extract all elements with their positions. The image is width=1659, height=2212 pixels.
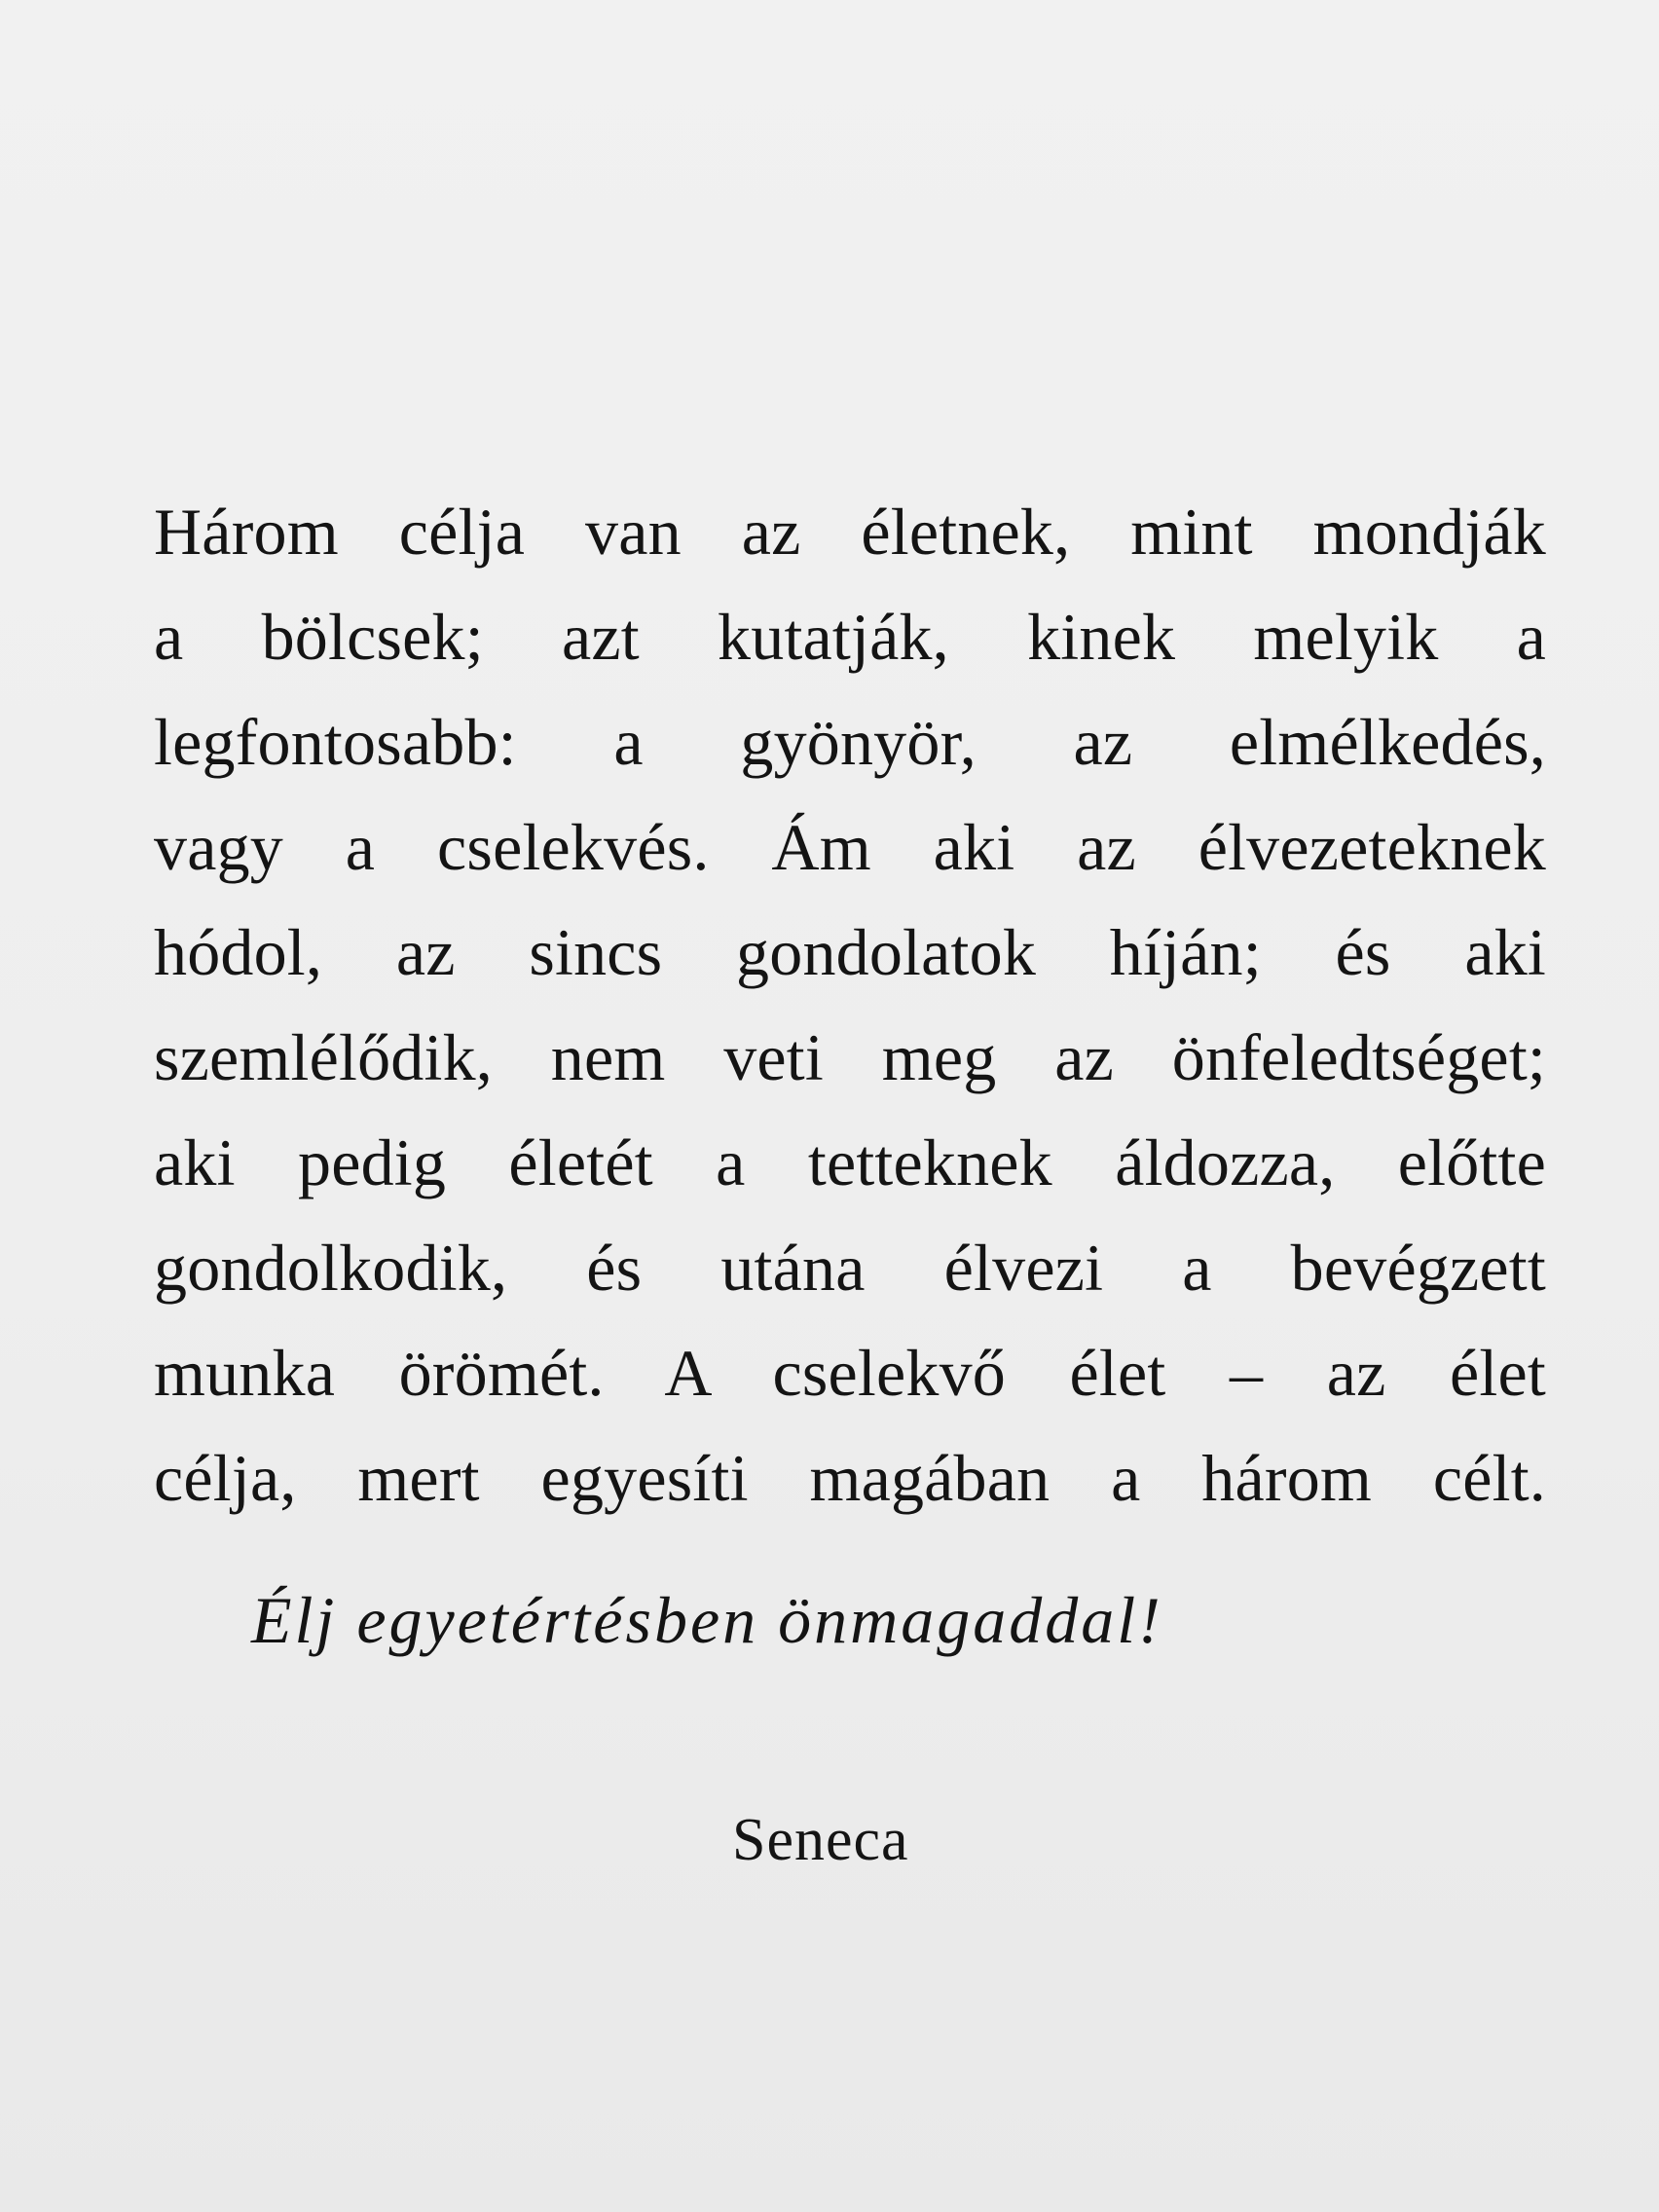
quote-line-1: Három célja van az életnek, mint mondják [154, 495, 1546, 569]
author-name: Seneca [732, 1807, 909, 1873]
quote-paragraph [154, 479, 1546, 1530]
quote-line-2: a bölcsek; azt kutatják, kinek melyik a [154, 600, 1546, 674]
quote-line-10: célja, mert egyesíti magában a három célt. [154, 1441, 1546, 1515]
quote-line-7: aki pedig életét a tetteknek áldozza, előtte [154, 1125, 1546, 1199]
quote-line-6: szemlélődik, nem veti meg az önfeledtséget; [154, 1020, 1546, 1094]
quote-line-4: vagy a cselekvés. Ám aki az élvezeteknek [154, 810, 1546, 884]
quote-line-8: gondolkodik, és utána élvezi a bevégzett [154, 1231, 1546, 1305]
quote-line-5: hódol, az sincs gondolatok híján; és aki [154, 915, 1546, 989]
quote-line-9: munka örömét. A cselekvő élet – az élet [154, 1336, 1546, 1410]
quote-line-3: legfontosabb: a gyönyör, az elmélkedés, [154, 705, 1546, 779]
motto: Élj egyetértésben önmagaddal! [251, 1583, 1163, 1657]
